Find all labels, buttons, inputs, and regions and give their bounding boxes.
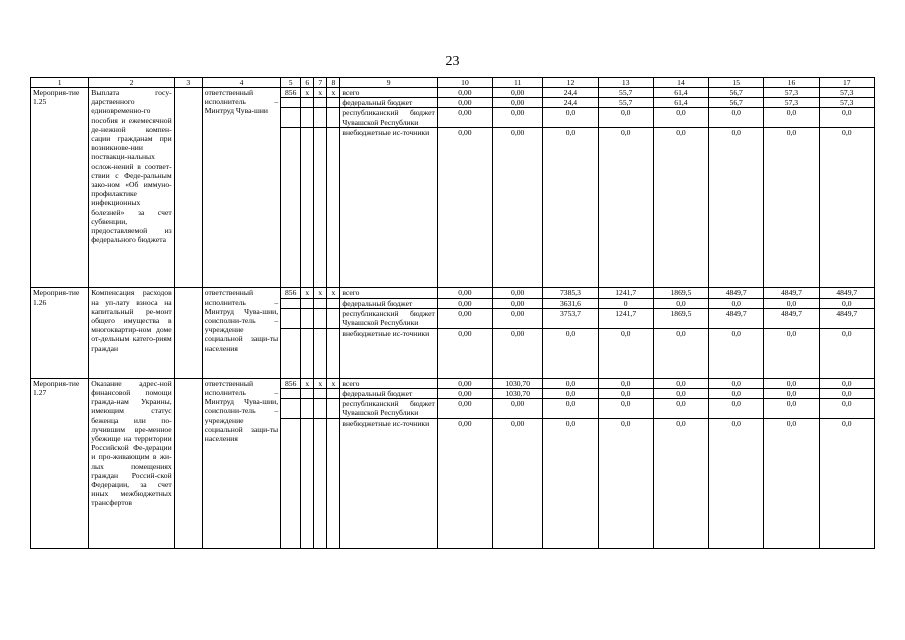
empty-cell	[314, 389, 327, 399]
value-cell: 0,00	[437, 88, 492, 98]
value-cell: 0,00	[437, 308, 492, 328]
code-cell: x	[314, 88, 327, 98]
value-cell: 4849,7	[819, 308, 874, 328]
value-cell: 24,4	[543, 98, 598, 108]
value-cell: 4849,7	[819, 288, 874, 298]
value-cell: 0,00	[437, 419, 492, 549]
column-number: 5	[281, 78, 301, 88]
code-cell: x	[301, 88, 314, 98]
value-cell: 0,00	[493, 98, 543, 108]
code-cell: x	[314, 288, 327, 298]
funding-source: внебюджетные ис-точники	[340, 419, 437, 549]
code-cell: x	[301, 378, 314, 388]
value-cell: 0,0	[819, 128, 874, 288]
empty-cell	[314, 399, 327, 419]
code-cell: 856	[281, 88, 301, 98]
empty-cell	[281, 128, 301, 288]
value-cell: 57,3	[764, 88, 819, 98]
measure-id: Мероприя-тие 1.27	[31, 378, 89, 548]
column-number: 2	[89, 78, 174, 88]
empty-cell	[301, 419, 314, 549]
value-cell: 0,00	[493, 308, 543, 328]
value-cell: 0,0	[653, 298, 708, 308]
value-cell: 0,0	[819, 108, 874, 128]
value-cell: 0,0	[653, 419, 708, 549]
value-cell: 1869,5	[653, 308, 708, 328]
empty-cell	[327, 328, 340, 378]
column-number: 1	[31, 78, 89, 88]
code-cell: x	[301, 288, 314, 298]
code-cell: x	[327, 378, 340, 388]
value-cell: 1241,7	[598, 288, 653, 298]
column-number: 12	[543, 78, 598, 88]
column-number: 16	[764, 78, 819, 88]
value-cell: 3753,7	[543, 308, 598, 328]
value-cell: 0,0	[819, 298, 874, 308]
code-cell: x	[327, 88, 340, 98]
value-cell: 0,00	[493, 399, 543, 419]
value-cell: 0,0	[598, 108, 653, 128]
empty-cell	[314, 308, 327, 328]
value-cell: 0,0	[543, 419, 598, 549]
value-cell: 0,00	[437, 389, 492, 399]
value-cell: 57,3	[819, 98, 874, 108]
funding-source: внебюджетные ис-точники	[340, 128, 437, 288]
empty-cell	[174, 378, 202, 548]
value-cell: 0,00	[493, 298, 543, 308]
empty-cell	[327, 108, 340, 128]
value-cell: 0,0	[709, 298, 764, 308]
measure-executor: ответственный исполнитель – Минтруд Чува-шии, соисполни-тель – учреждение социальной защи-ты населения	[202, 378, 280, 548]
value-cell: 1869,5	[653, 288, 708, 298]
value-cell: 24,4	[543, 88, 598, 98]
empty-cell	[314, 98, 327, 108]
value-cell: 0,00	[437, 128, 492, 288]
empty-cell	[327, 298, 340, 308]
empty-cell	[301, 308, 314, 328]
value-cell: 57,3	[764, 98, 819, 108]
value-cell: 0,0	[653, 328, 708, 378]
value-cell: 61,4	[653, 98, 708, 108]
value-cell: 0,0	[543, 128, 598, 288]
value-cell: 0,00	[437, 288, 492, 298]
value-cell: 0,0	[653, 108, 708, 128]
empty-cell	[314, 328, 327, 378]
column-number: 6	[301, 78, 314, 88]
value-cell: 1030,70	[493, 389, 543, 399]
empty-cell	[327, 128, 340, 288]
empty-cell	[327, 308, 340, 328]
empty-cell	[301, 328, 314, 378]
empty-cell	[281, 419, 301, 549]
value-cell: 0,0	[709, 328, 764, 378]
empty-cell	[281, 389, 301, 399]
funding-source: всего	[340, 378, 437, 388]
empty-cell	[281, 399, 301, 419]
empty-cell	[301, 389, 314, 399]
empty-cell	[281, 328, 301, 378]
empty-cell	[174, 88, 202, 288]
column-number: 9	[340, 78, 437, 88]
value-cell: 0,0	[764, 108, 819, 128]
empty-cell	[281, 108, 301, 128]
value-cell: 0,0	[819, 328, 874, 378]
code-cell: 856	[281, 288, 301, 298]
empty-cell	[314, 108, 327, 128]
value-cell: 0,00	[437, 378, 492, 388]
empty-cell	[301, 108, 314, 128]
value-cell: 0	[598, 298, 653, 308]
measure-description: Оказание адрес-ной финансовой помощи гражда-нам Украины, имеющим статус беженца или по-лучившим вре-менное убежище на территории Российской Фе-дерации и про-живающим в жи-лых помещениях граждан Россий-ской Федерации, за счет иных межбюджетных трансфертов	[89, 378, 174, 548]
measure-id: Мероприя-тие 1.25	[31, 88, 89, 288]
measure-executor: ответственный исполнитель – Минтруд Чува-шии, соисполни-тель – учреждение социальной защи-ты населения	[202, 288, 280, 378]
empty-cell	[314, 298, 327, 308]
value-cell: 0,0	[709, 419, 764, 549]
value-cell: 0,0	[819, 419, 874, 549]
empty-cell	[281, 298, 301, 308]
table-row	[31, 378, 875, 388]
value-cell: 0,0	[653, 128, 708, 288]
value-cell: 0,0	[598, 128, 653, 288]
column-number: 14	[653, 78, 708, 88]
funding-source: федеральный бюджет	[340, 298, 437, 308]
value-cell: 0,00	[437, 108, 492, 128]
funding-source: внебюджетные ис-точники	[340, 328, 437, 378]
value-cell: 0,0	[709, 378, 764, 388]
column-number: 17	[819, 78, 874, 88]
empty-cell	[301, 98, 314, 108]
funding-source: федеральный бюджет	[340, 389, 437, 399]
column-number: 13	[598, 78, 653, 88]
value-cell: 0,0	[764, 419, 819, 549]
value-cell: 1241,7	[598, 308, 653, 328]
column-number: 4	[202, 78, 280, 88]
value-cell: 0,00	[493, 288, 543, 298]
column-number: 8	[327, 78, 340, 88]
code-cell: x	[314, 378, 327, 388]
value-cell: 61,4	[653, 88, 708, 98]
funding-source: всего	[340, 288, 437, 298]
value-cell: 0,0	[543, 399, 598, 419]
value-cell: 0,0	[819, 399, 874, 419]
value-cell: 0,00	[437, 98, 492, 108]
value-cell: 0,0	[543, 378, 598, 388]
empty-cell	[327, 389, 340, 399]
value-cell: 0,00	[493, 128, 543, 288]
value-cell: 0,0	[543, 328, 598, 378]
measure-id: Мероприя-тие 1.26	[31, 288, 89, 378]
value-cell: 0,00	[493, 328, 543, 378]
funding-source: республиканский бюджет Чувашской Республики	[340, 108, 437, 128]
value-cell: 0,0	[598, 378, 653, 388]
value-cell: 55,7	[598, 98, 653, 108]
code-cell: 856	[281, 378, 301, 388]
table-row	[31, 288, 875, 298]
value-cell: 0,00	[493, 419, 543, 549]
value-cell: 0,0	[819, 389, 874, 399]
empty-cell	[281, 308, 301, 328]
empty-cell	[314, 419, 327, 549]
funding-source: всего	[340, 88, 437, 98]
value-cell: 56,7	[709, 98, 764, 108]
value-cell: 4849,7	[709, 308, 764, 328]
value-cell: 0,0	[598, 419, 653, 549]
empty-cell	[327, 399, 340, 419]
value-cell: 0,0	[764, 328, 819, 378]
value-cell: 55,7	[598, 88, 653, 98]
column-number: 7	[314, 78, 327, 88]
value-cell: 0,0	[598, 399, 653, 419]
value-cell: 3631,6	[543, 298, 598, 308]
value-cell: 4849,7	[709, 288, 764, 298]
empty-cell	[327, 419, 340, 549]
empty-cell	[314, 128, 327, 288]
program-table	[30, 77, 875, 549]
value-cell: 0,0	[709, 399, 764, 419]
table-row	[31, 88, 875, 98]
value-cell: 7385,3	[543, 288, 598, 298]
value-cell: 4849,7	[764, 308, 819, 328]
page-number: 23	[445, 54, 460, 69]
measure-description: Выплата госу-дарственного единовременно-го пособия и ежемесячной де-нежной компен-сации гражданам при возникнове-нии поствакци-нальных ослож-нений в соответ-ствии с Феде-ральным зако-ном «Об иммуно-профилактике инфекционных болезней» за счет субвенции, предоставляемой из федерального бюджета	[89, 88, 174, 288]
column-numbers-row	[31, 78, 875, 88]
value-cell: 0,00	[493, 88, 543, 98]
column-number: 3	[174, 78, 202, 88]
value-cell: 0,00	[437, 298, 492, 308]
column-number: 15	[709, 78, 764, 88]
column-number: 10	[437, 78, 492, 88]
empty-cell	[281, 98, 301, 108]
funding-source: федеральный бюджет	[340, 98, 437, 108]
value-cell: 0,0	[709, 389, 764, 399]
value-cell: 0,00	[493, 108, 543, 128]
empty-cell	[301, 128, 314, 288]
code-cell: x	[327, 288, 340, 298]
value-cell: 0,0	[764, 399, 819, 419]
value-cell: 0,0	[709, 108, 764, 128]
funding-source: республиканский бюджет Чувашской Республики	[340, 308, 437, 328]
value-cell: 0,0	[543, 389, 598, 399]
value-cell: 0,00	[437, 399, 492, 419]
funding-source: республиканский бюджет Чувашской Республики	[340, 399, 437, 419]
value-cell: 0,0	[598, 328, 653, 378]
empty-cell	[174, 288, 202, 378]
value-cell: 0,0	[764, 378, 819, 388]
value-cell: 4849,7	[764, 288, 819, 298]
value-cell: 0,0	[819, 378, 874, 388]
empty-cell	[327, 98, 340, 108]
value-cell: 0,0	[653, 378, 708, 388]
column-number: 11	[493, 78, 543, 88]
value-cell: 56,7	[709, 88, 764, 98]
empty-cell	[301, 399, 314, 419]
value-cell: 0,0	[653, 389, 708, 399]
value-cell: 1030,70	[493, 378, 543, 388]
value-cell: 0,0	[598, 389, 653, 399]
value-cell: 0,0	[543, 108, 598, 128]
measure-description: Компенсация расходов на уп-лату взноса на капитальный ре-монт общего имущества в многоквартир-ном доме от-дельным катего-риям граждан	[89, 288, 174, 378]
value-cell: 0,00	[437, 328, 492, 378]
value-cell: 0,0	[764, 298, 819, 308]
empty-cell	[301, 298, 314, 308]
value-cell: 0,0	[653, 399, 708, 419]
value-cell: 0,0	[764, 389, 819, 399]
value-cell: 0,0	[709, 128, 764, 288]
value-cell: 57,3	[819, 88, 874, 98]
measure-executor: ответственный исполнитель – Минтруд Чува-шии	[202, 88, 280, 288]
value-cell: 0,0	[764, 128, 819, 288]
